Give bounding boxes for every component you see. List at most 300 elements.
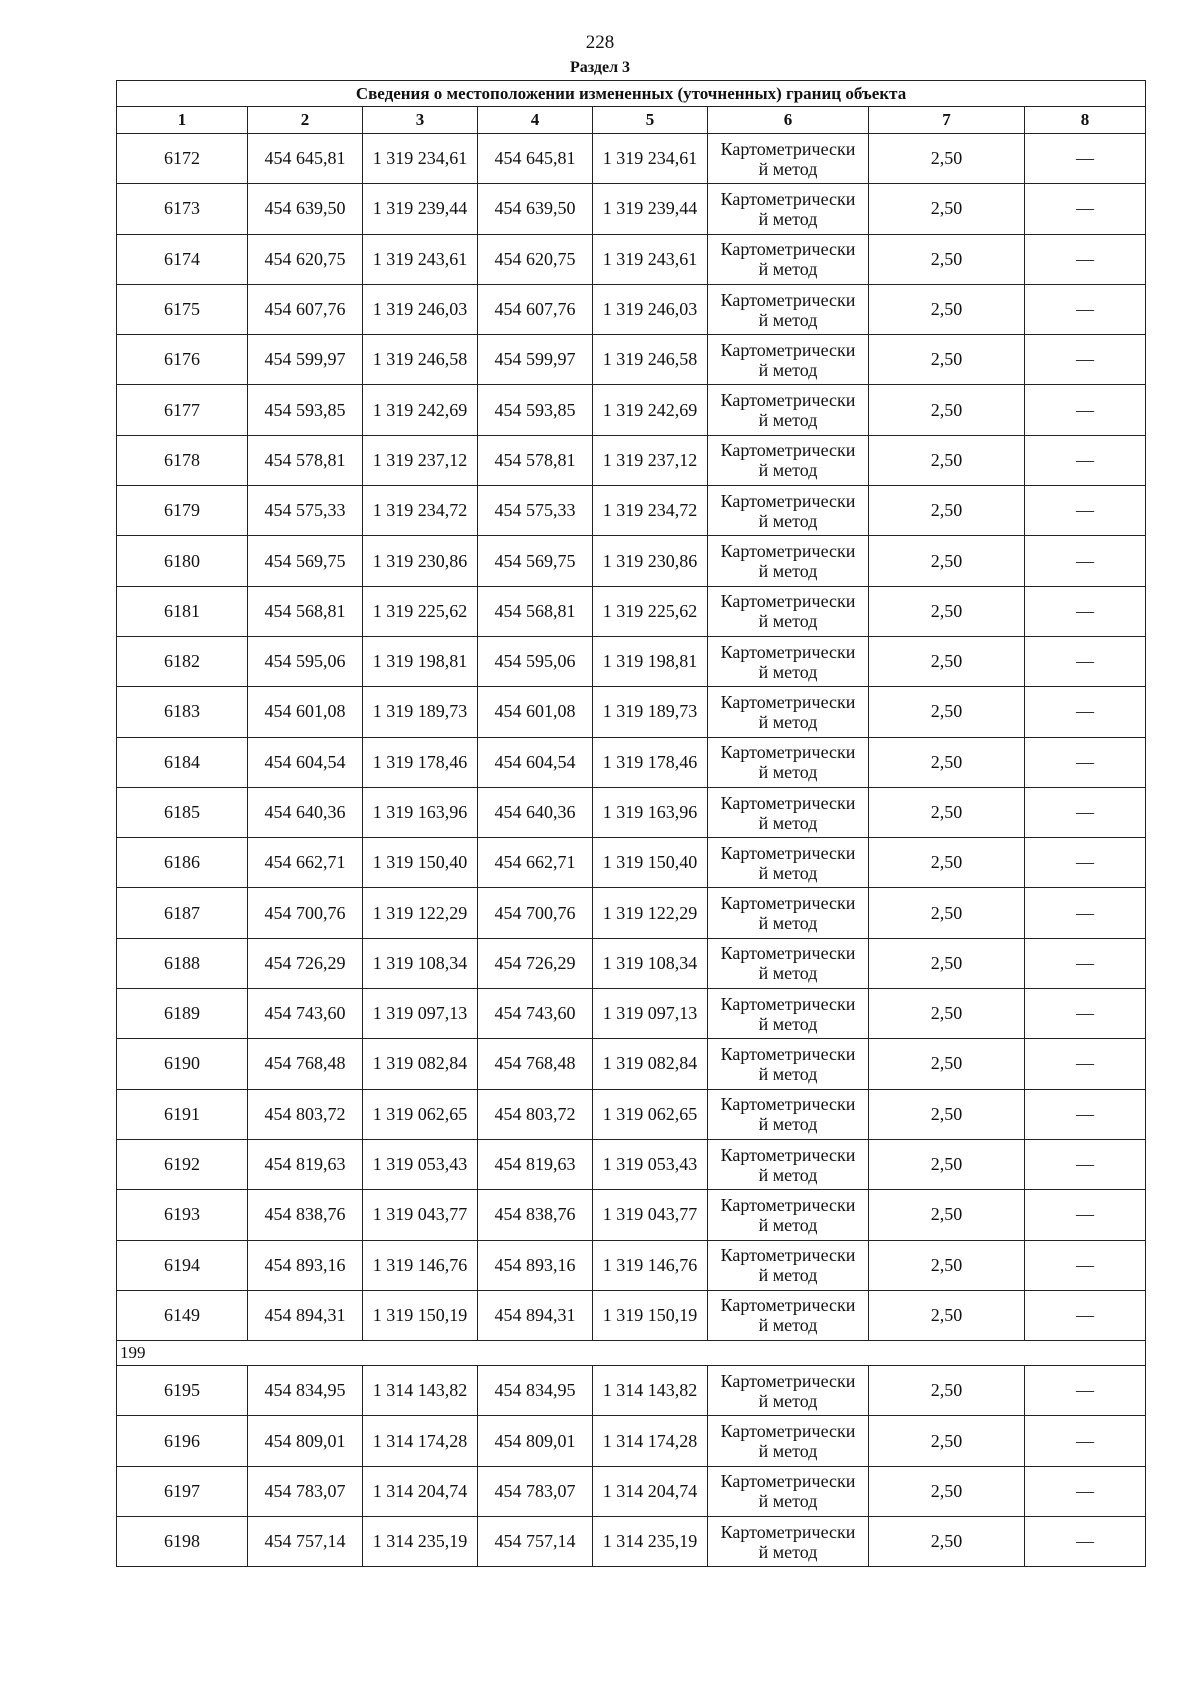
x-refined-cell: 454 569,75 — [478, 536, 593, 586]
method-line: й метод — [758, 1114, 818, 1135]
method-cell — [708, 838, 869, 888]
point-number-cell: 6194 — [117, 1240, 248, 1290]
y-existing-cell: 1 319 189,73 — [363, 687, 478, 737]
x-existing-cell: 454 604,54 — [248, 737, 363, 787]
x-existing-cell: 454 803,72 — [248, 1089, 363, 1139]
x-refined-cell: 454 743,60 — [478, 989, 593, 1039]
y-existing-cell: 1 319 225,62 — [363, 586, 478, 636]
y-refined-cell: 1 319 053,43 — [593, 1139, 708, 1189]
y-existing-cell: 1 319 243,61 — [363, 234, 478, 284]
table-row — [117, 1416, 1146, 1466]
accuracy-cell: 2,50 — [869, 1466, 1025, 1516]
x-refined-cell: 454 595,06 — [478, 636, 593, 686]
y-existing-cell: 1 314 235,19 — [363, 1517, 478, 1567]
y-refined-cell: 1 314 235,19 — [593, 1517, 708, 1567]
x-refined-cell: 454 575,33 — [478, 486, 593, 536]
x-refined-cell: 454 809,01 — [478, 1416, 593, 1466]
table-row — [117, 335, 1146, 385]
y-refined-cell: 1 319 082,84 — [593, 1039, 708, 1089]
note-cell: — — [1025, 787, 1146, 837]
note-cell: — — [1025, 184, 1146, 234]
table-row — [117, 1039, 1146, 1089]
x-refined-cell: 454 768,48 — [478, 1039, 593, 1089]
method-line: Картометрически — [720, 1471, 856, 1492]
x-refined-cell: 454 620,75 — [478, 234, 593, 284]
note-cell: — — [1025, 938, 1146, 988]
y-refined-cell: 1 319 246,58 — [593, 335, 708, 385]
x-existing-cell: 454 639,50 — [248, 184, 363, 234]
method-line: Картометрически — [720, 1144, 856, 1165]
point-number-cell: 6191 — [117, 1089, 248, 1139]
y-existing-cell: 1 319 239,44 — [363, 184, 478, 234]
method-cell — [708, 687, 869, 737]
column-number: 3 — [363, 107, 478, 134]
x-refined-cell: 454 819,63 — [478, 1139, 593, 1189]
method-line: Картометрически — [720, 1194, 856, 1215]
accuracy-cell: 2,50 — [869, 435, 1025, 485]
x-existing-cell: 454 593,85 — [248, 385, 363, 435]
x-existing-cell: 454 578,81 — [248, 435, 363, 485]
note-cell: — — [1025, 737, 1146, 787]
x-existing-cell: 454 607,76 — [248, 284, 363, 334]
x-existing-cell: 454 834,95 — [248, 1366, 363, 1416]
x-existing-cell: 454 601,08 — [248, 687, 363, 737]
y-refined-cell: 1 319 234,61 — [593, 134, 708, 184]
accuracy-cell: 2,50 — [869, 1089, 1025, 1139]
column-number-row — [117, 107, 1146, 134]
method-line: й метод — [758, 1214, 818, 1235]
y-refined-cell: 1 319 178,46 — [593, 737, 708, 787]
method-line: Картометрически — [720, 691, 856, 712]
x-refined-cell: 454 640,36 — [478, 787, 593, 837]
method-cell — [708, 787, 869, 837]
method-line: й метод — [758, 963, 818, 984]
method-line: й метод — [758, 1265, 818, 1286]
table-row — [117, 1190, 1146, 1240]
x-existing-cell: 454 743,60 — [248, 989, 363, 1039]
method-cell — [708, 1039, 869, 1089]
y-refined-cell: 1 319 146,76 — [593, 1240, 708, 1290]
accuracy-cell: 2,50 — [869, 737, 1025, 787]
y-existing-cell: 1 314 174,28 — [363, 1416, 478, 1466]
y-existing-cell: 1 319 234,72 — [363, 486, 478, 536]
y-existing-cell: 1 319 150,40 — [363, 838, 478, 888]
table-row — [117, 1290, 1146, 1340]
x-refined-cell: 454 834,95 — [478, 1366, 593, 1416]
method-cell — [708, 636, 869, 686]
method-line: й метод — [758, 410, 818, 431]
method-line: й метод — [758, 1491, 818, 1512]
point-number-cell: 6179 — [117, 486, 248, 536]
y-existing-cell: 1 319 163,96 — [363, 787, 478, 837]
method-line: й метод — [758, 762, 818, 783]
point-number-cell: 6195 — [117, 1366, 248, 1416]
point-number-cell: 6189 — [117, 989, 248, 1039]
x-existing-cell: 454 645,81 — [248, 134, 363, 184]
point-number-cell: 6197 — [117, 1466, 248, 1516]
method-line: Картометрически — [720, 390, 856, 411]
x-existing-cell: 454 575,33 — [248, 486, 363, 536]
x-refined-cell: 454 593,85 — [478, 385, 593, 435]
y-existing-cell: 1 319 246,03 — [363, 284, 478, 334]
table-row — [117, 838, 1146, 888]
x-existing-cell: 454 838,76 — [248, 1190, 363, 1240]
point-number-cell: 6198 — [117, 1517, 248, 1567]
note-cell: — — [1025, 1290, 1146, 1340]
x-refined-cell: 454 726,29 — [478, 938, 593, 988]
note-cell: — — [1025, 335, 1146, 385]
y-refined-cell: 1 319 150,19 — [593, 1290, 708, 1340]
table-row — [117, 989, 1146, 1039]
x-existing-cell: 454 894,31 — [248, 1290, 363, 1340]
method-line: й метод — [758, 158, 818, 179]
method-line: Картометрически — [720, 1521, 856, 1542]
method-cell — [708, 1089, 869, 1139]
method-line: й метод — [758, 1315, 818, 1336]
method-line: Картометрически — [720, 943, 856, 964]
x-existing-cell: 454 640,36 — [248, 787, 363, 837]
method-line: Картометрически — [720, 993, 856, 1014]
x-existing-cell: 454 819,63 — [248, 1139, 363, 1189]
method-line: й метод — [758, 1441, 818, 1462]
y-existing-cell: 1 319 234,61 — [363, 134, 478, 184]
method-cell — [708, 335, 869, 385]
x-refined-cell: 454 578,81 — [478, 435, 593, 485]
point-number-cell: 6188 — [117, 938, 248, 988]
method-line: й метод — [758, 1013, 818, 1034]
y-refined-cell: 1 319 043,77 — [593, 1190, 708, 1240]
x-existing-cell: 454 599,97 — [248, 335, 363, 385]
accuracy-cell: 2,50 — [869, 1190, 1025, 1240]
method-line: Картометрически — [720, 239, 856, 260]
y-refined-cell: 1 319 243,61 — [593, 234, 708, 284]
y-refined-cell: 1 319 242,69 — [593, 385, 708, 435]
method-line: Картометрически — [720, 188, 856, 209]
accuracy-cell: 2,50 — [869, 1139, 1025, 1189]
contour-group-row — [117, 1341, 1146, 1366]
accuracy-cell: 2,50 — [869, 1416, 1025, 1466]
x-refined-cell: 454 645,81 — [478, 134, 593, 184]
method-line: Картометрически — [720, 842, 856, 863]
note-cell: — — [1025, 1366, 1146, 1416]
y-refined-cell: 1 314 204,74 — [593, 1466, 708, 1516]
y-existing-cell: 1 319 062,65 — [363, 1089, 478, 1139]
y-existing-cell: 1 319 043,77 — [363, 1190, 478, 1240]
note-cell: — — [1025, 134, 1146, 184]
method-cell — [708, 1240, 869, 1290]
note-cell: — — [1025, 586, 1146, 636]
note-cell: — — [1025, 1139, 1146, 1189]
y-refined-cell: 1 319 246,03 — [593, 284, 708, 334]
accuracy-cell: 2,50 — [869, 787, 1025, 837]
method-line: Картометрически — [720, 1245, 856, 1266]
method-cell — [708, 737, 869, 787]
y-refined-cell: 1 319 239,44 — [593, 184, 708, 234]
column-number: 7 — [869, 107, 1025, 134]
table-row — [117, 938, 1146, 988]
point-number-cell: 6172 — [117, 134, 248, 184]
x-existing-cell: 454 768,48 — [248, 1039, 363, 1089]
column-number: 6 — [708, 107, 869, 134]
note-cell: — — [1025, 687, 1146, 737]
y-refined-cell: 1 319 097,13 — [593, 989, 708, 1039]
table-row — [117, 1517, 1146, 1567]
method-cell — [708, 989, 869, 1039]
method-cell — [708, 435, 869, 485]
point-number-cell: 6187 — [117, 888, 248, 938]
column-number: 2 — [248, 107, 363, 134]
y-refined-cell: 1 314 143,82 — [593, 1366, 708, 1416]
method-line: Картометрически — [720, 893, 856, 914]
method-line: й метод — [758, 510, 818, 531]
y-existing-cell: 1 319 082,84 — [363, 1039, 478, 1089]
x-refined-cell: 454 599,97 — [478, 335, 593, 385]
table-row — [117, 435, 1146, 485]
point-number-cell: 6196 — [117, 1416, 248, 1466]
y-refined-cell: 1 319 198,81 — [593, 636, 708, 686]
y-existing-cell: 1 319 230,86 — [363, 536, 478, 586]
method-cell — [708, 1290, 869, 1340]
y-refined-cell: 1 319 163,96 — [593, 787, 708, 837]
method-cell — [708, 1190, 869, 1240]
accuracy-cell: 2,50 — [869, 385, 1025, 435]
point-number-cell: 6178 — [117, 435, 248, 485]
table-row — [117, 586, 1146, 636]
point-number-cell: 6192 — [117, 1139, 248, 1189]
column-number: 4 — [478, 107, 593, 134]
y-refined-cell: 1 319 230,86 — [593, 536, 708, 586]
accuracy-cell: 2,50 — [869, 335, 1025, 385]
y-refined-cell: 1 319 062,65 — [593, 1089, 708, 1139]
method-line: Картометрически — [720, 1421, 856, 1442]
accuracy-cell: 2,50 — [869, 687, 1025, 737]
table-row — [117, 134, 1146, 184]
method-line: Картометрически — [720, 1295, 856, 1316]
method-line: Картометрически — [720, 742, 856, 763]
accuracy-cell: 2,50 — [869, 1240, 1025, 1290]
point-number-cell: 6174 — [117, 234, 248, 284]
x-refined-cell: 454 894,31 — [478, 1290, 593, 1340]
table-row — [117, 1466, 1146, 1516]
method-cell — [708, 938, 869, 988]
point-number-cell: 6176 — [117, 335, 248, 385]
method-line: Картометрически — [720, 1370, 856, 1391]
y-existing-cell: 1 319 108,34 — [363, 938, 478, 988]
point-number-cell: 6193 — [117, 1190, 248, 1240]
table-row — [117, 1139, 1146, 1189]
y-refined-cell: 1 319 225,62 — [593, 586, 708, 636]
accuracy-cell: 2,50 — [869, 536, 1025, 586]
method-cell — [708, 184, 869, 234]
accuracy-cell: 2,50 — [869, 134, 1025, 184]
x-refined-cell: 454 604,54 — [478, 737, 593, 787]
y-existing-cell: 1 319 097,13 — [363, 989, 478, 1039]
method-line: й метод — [758, 259, 818, 280]
method-line: Картометрически — [720, 591, 856, 612]
method-cell — [708, 536, 869, 586]
column-number: 8 — [1025, 107, 1146, 134]
table-row — [117, 486, 1146, 536]
method-cell — [708, 284, 869, 334]
table-row — [117, 385, 1146, 435]
point-number-cell: 6190 — [117, 1039, 248, 1089]
method-cell — [708, 586, 869, 636]
section-title: Раздел 3 — [569, 59, 631, 76]
note-cell: — — [1025, 536, 1146, 586]
accuracy-cell: 2,50 — [869, 1517, 1025, 1567]
table-row — [117, 1089, 1146, 1139]
y-existing-cell: 1 314 143,82 — [363, 1366, 478, 1416]
method-line: Картометрически — [720, 289, 856, 310]
method-line: Картометрически — [720, 490, 856, 511]
note-cell: — — [1025, 284, 1146, 334]
note-cell: — — [1025, 1240, 1146, 1290]
note-cell: — — [1025, 1466, 1146, 1516]
method-line: й метод — [758, 611, 818, 632]
y-existing-cell: 1 319 146,76 — [363, 1240, 478, 1290]
y-existing-cell: 1 319 053,43 — [363, 1139, 478, 1189]
note-cell: — — [1025, 234, 1146, 284]
y-existing-cell: 1 314 204,74 — [363, 1466, 478, 1516]
table-caption: Сведения о местоположении измененных (уточненных) границ объекта — [117, 81, 1146, 107]
note-cell: — — [1025, 1089, 1146, 1139]
method-line: Картометрически — [720, 138, 856, 159]
x-existing-cell: 454 700,76 — [248, 888, 363, 938]
method-line: й метод — [758, 862, 818, 883]
accuracy-cell: 2,50 — [869, 1039, 1025, 1089]
table-row — [117, 234, 1146, 284]
method-line: й метод — [758, 359, 818, 380]
point-number-cell: 6177 — [117, 385, 248, 435]
y-existing-cell: 1 319 122,29 — [363, 888, 478, 938]
x-refined-cell: 454 838,76 — [478, 1190, 593, 1240]
y-existing-cell: 1 319 237,12 — [363, 435, 478, 485]
point-number-cell: 6184 — [117, 737, 248, 787]
method-line: Картометрически — [720, 339, 856, 360]
x-existing-cell: 454 757,14 — [248, 1517, 363, 1567]
method-cell — [708, 134, 869, 184]
y-refined-cell: 1 319 234,72 — [593, 486, 708, 536]
contour-group-label: 199 — [117, 1341, 1146, 1366]
note-cell: — — [1025, 486, 1146, 536]
accuracy-cell: 2,50 — [869, 586, 1025, 636]
method-line: Картометрически — [720, 641, 856, 662]
table-row — [117, 1240, 1146, 1290]
method-line: Картометрически — [720, 1043, 856, 1064]
point-number-cell: 6180 — [117, 536, 248, 586]
method-cell — [708, 1466, 869, 1516]
method-line: й метод — [758, 309, 818, 330]
y-refined-cell: 1 319 122,29 — [593, 888, 708, 938]
point-number-cell: 6181 — [117, 586, 248, 636]
y-existing-cell: 1 319 246,58 — [363, 335, 478, 385]
x-existing-cell: 454 595,06 — [248, 636, 363, 686]
note-cell: — — [1025, 435, 1146, 485]
column-number: 5 — [593, 107, 708, 134]
table-row — [117, 787, 1146, 837]
method-line: й метод — [758, 460, 818, 481]
method-cell — [708, 234, 869, 284]
page-number: 228 — [585, 32, 615, 53]
x-existing-cell: 454 568,81 — [248, 586, 363, 636]
method-line: Картометрически — [720, 1094, 856, 1115]
x-refined-cell: 454 639,50 — [478, 184, 593, 234]
x-existing-cell: 454 569,75 — [248, 536, 363, 586]
x-existing-cell: 454 620,75 — [248, 234, 363, 284]
accuracy-cell: 2,50 — [869, 1290, 1025, 1340]
x-existing-cell: 454 783,07 — [248, 1466, 363, 1516]
method-cell — [708, 1416, 869, 1466]
table-row — [117, 636, 1146, 686]
x-refined-cell: 454 601,08 — [478, 687, 593, 737]
x-existing-cell: 454 662,71 — [248, 838, 363, 888]
method-line: й метод — [758, 561, 818, 582]
note-cell: — — [1025, 385, 1146, 435]
x-refined-cell: 454 607,76 — [478, 284, 593, 334]
table-row — [117, 536, 1146, 586]
x-refined-cell: 454 893,16 — [478, 1240, 593, 1290]
method-line: й метод — [758, 1063, 818, 1084]
x-refined-cell: 454 783,07 — [478, 1466, 593, 1516]
note-cell: — — [1025, 636, 1146, 686]
method-line: й метод — [758, 812, 818, 833]
accuracy-cell: 2,50 — [869, 938, 1025, 988]
x-refined-cell: 454 700,76 — [478, 888, 593, 938]
x-existing-cell: 454 893,16 — [248, 1240, 363, 1290]
y-existing-cell: 1 319 198,81 — [363, 636, 478, 686]
y-refined-cell: 1 319 108,34 — [593, 938, 708, 988]
y-refined-cell: 1 319 189,73 — [593, 687, 708, 737]
coordinates-table — [116, 80, 1146, 1567]
method-cell — [708, 1366, 869, 1416]
y-refined-cell: 1 319 237,12 — [593, 435, 708, 485]
x-refined-cell: 454 757,14 — [478, 1517, 593, 1567]
table-caption-row — [117, 81, 1146, 107]
accuracy-cell: 2,50 — [869, 888, 1025, 938]
note-cell: — — [1025, 1190, 1146, 1240]
table-row — [117, 888, 1146, 938]
point-number-cell: 6175 — [117, 284, 248, 334]
method-line: й метод — [758, 1390, 818, 1411]
accuracy-cell: 2,50 — [869, 486, 1025, 536]
y-refined-cell: 1 314 174,28 — [593, 1416, 708, 1466]
y-refined-cell: 1 319 150,40 — [593, 838, 708, 888]
method-line: й метод — [758, 1164, 818, 1185]
point-number-cell: 6186 — [117, 838, 248, 888]
table-row — [117, 284, 1146, 334]
method-line: й метод — [758, 711, 818, 732]
table-row — [117, 184, 1146, 234]
note-cell: — — [1025, 1517, 1146, 1567]
method-line: Картометрически — [720, 541, 856, 562]
point-number-cell: 6183 — [117, 687, 248, 737]
table-row — [117, 687, 1146, 737]
table-row — [117, 737, 1146, 787]
note-cell: — — [1025, 989, 1146, 1039]
accuracy-cell: 2,50 — [869, 838, 1025, 888]
y-existing-cell: 1 319 178,46 — [363, 737, 478, 787]
method-line: й метод — [758, 208, 818, 229]
method-line: Картометрически — [720, 792, 856, 813]
x-existing-cell: 454 726,29 — [248, 938, 363, 988]
point-number-cell: 6182 — [117, 636, 248, 686]
point-number-cell: 6173 — [117, 184, 248, 234]
method-cell — [708, 888, 869, 938]
accuracy-cell: 2,50 — [869, 1366, 1025, 1416]
method-cell — [708, 385, 869, 435]
method-line: Картометрически — [720, 440, 856, 461]
accuracy-cell: 2,50 — [869, 284, 1025, 334]
